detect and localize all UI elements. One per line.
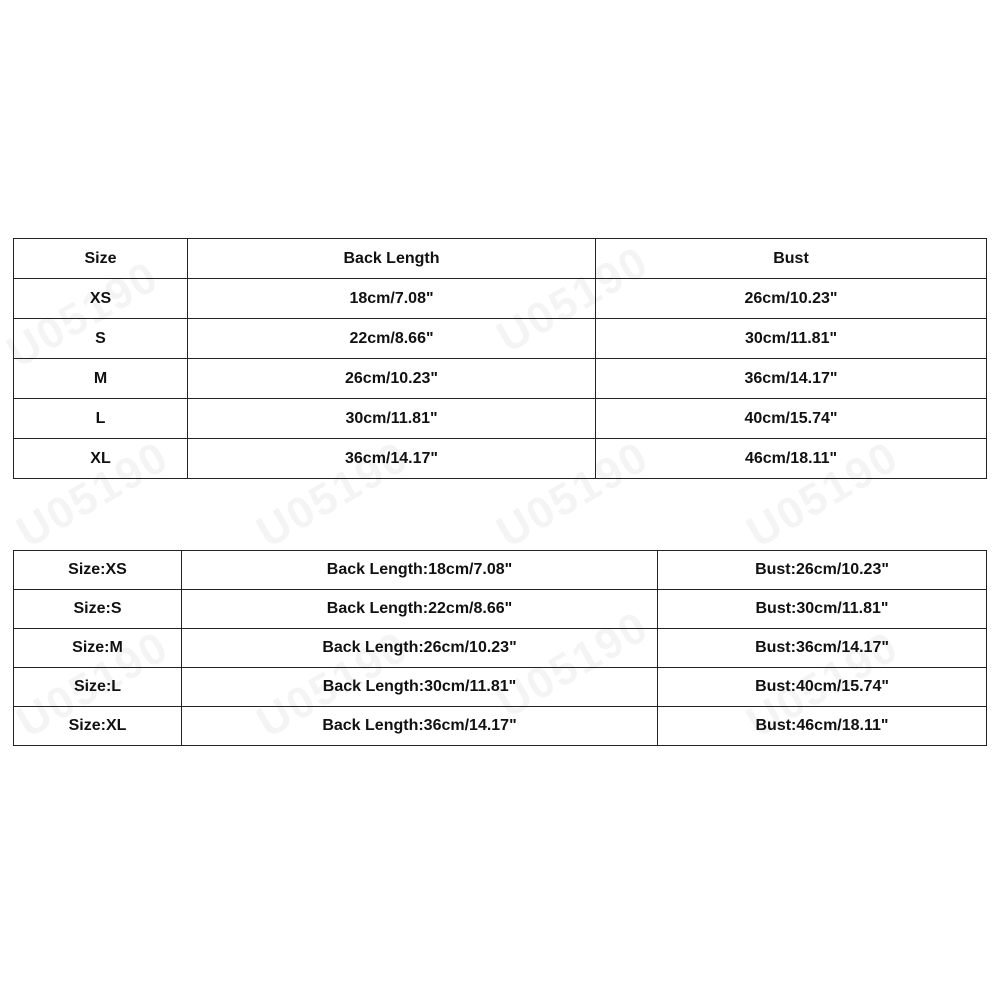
bust-cell: 26cm/10.23" [596,279,987,319]
table-row [14,668,987,707]
table-header-row [14,239,987,279]
size-detail-table [13,550,987,746]
back-length-cell: Back Length:26cm/10.23" [182,629,658,668]
bust-cell: Bust:36cm/14.17" [658,629,987,668]
back-length-cell: 30cm/11.81" [188,399,596,439]
header-back-length: Back Length [188,239,596,279]
bust-cell: 36cm/14.17" [596,359,987,399]
bust-cell: Bust:46cm/18.11" [658,707,987,746]
table-row [14,707,987,746]
back-length-cell: Back Length:22cm/8.66" [182,590,658,629]
bust-cell: Bust:26cm/10.23" [658,551,987,590]
bust-cell: 30cm/11.81" [596,319,987,359]
bust-cell: 46cm/18.11" [596,439,987,479]
table-row [14,551,987,590]
back-length-cell: 22cm/8.66" [188,319,596,359]
table-row [14,399,987,439]
header-bust: Bust [596,239,987,279]
size-cell: Size:S [14,590,182,629]
size-cell: L [14,399,188,439]
size-cell: M [14,359,188,399]
table-row [14,590,987,629]
size-cell: Size:L [14,668,182,707]
size-cell: XL [14,439,188,479]
size-cell: Size:XS [14,551,182,590]
bust-cell: Bust:30cm/11.81" [658,590,987,629]
size-cell: Size:XL [14,707,182,746]
back-length-cell: Back Length:36cm/14.17" [182,707,658,746]
size-cell: S [14,319,188,359]
size-chart-table [13,238,987,479]
bust-cell: 40cm/15.74" [596,399,987,439]
back-length-cell: 26cm/10.23" [188,359,596,399]
back-length-cell: Back Length:30cm/11.81" [182,668,658,707]
table-row [14,279,987,319]
table-row [14,359,987,399]
back-length-cell: Back Length:18cm/7.08" [182,551,658,590]
back-length-cell: 18cm/7.08" [188,279,596,319]
table-row [14,629,987,668]
header-size: Size [14,239,188,279]
back-length-cell: 36cm/14.17" [188,439,596,479]
size-cell: Size:M [14,629,182,668]
bust-cell: Bust:40cm/15.74" [658,668,987,707]
table-row [14,439,987,479]
table-row [14,319,987,359]
size-cell: XS [14,279,188,319]
